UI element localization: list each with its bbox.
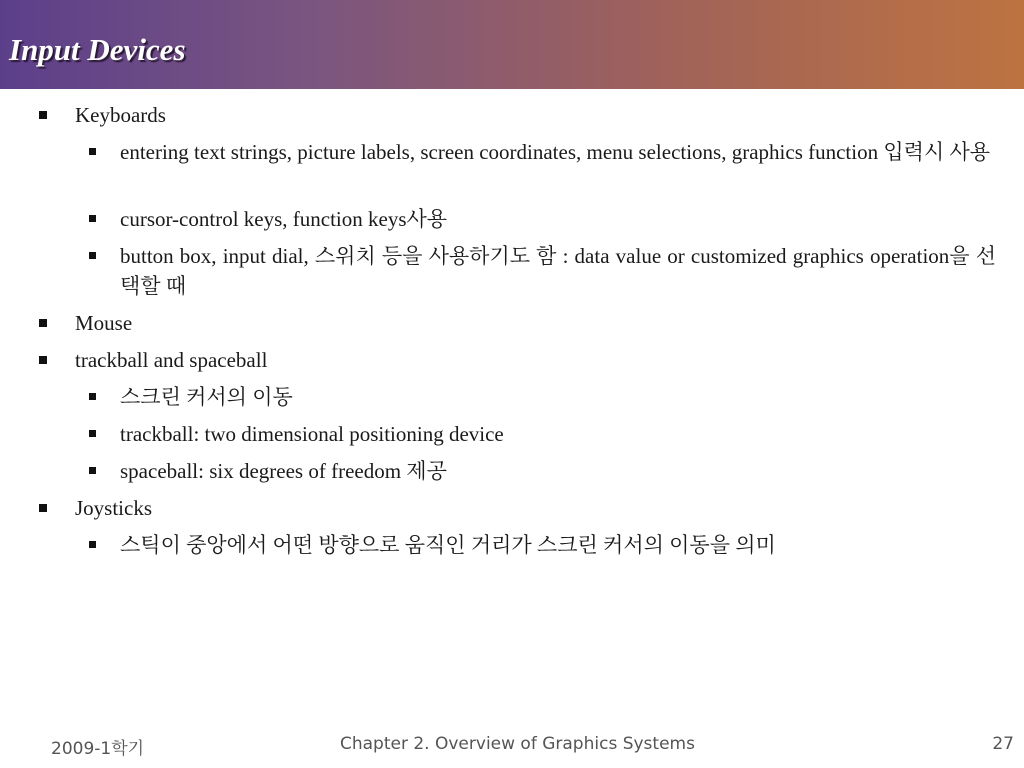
square-bullet-icon: [89, 541, 96, 548]
square-bullet-icon: [89, 252, 96, 259]
bullet-text: 스크린 커서의 이동: [120, 385, 293, 409]
square-bullet-icon: [89, 393, 96, 400]
bullet-text: trackball and spaceball: [75, 348, 268, 372]
slide-title: Input Devices: [9, 32, 186, 67]
footer-semester: 2009-1학기: [51, 739, 145, 759]
square-bullet-icon: [39, 504, 47, 512]
bullet-text: button box, input dial, 스위치 등을 사용하기도 함 : data value or customized graphics operation을 선택할 때: [120, 244, 996, 298]
bullet-text: Keyboards: [75, 103, 166, 127]
square-bullet-icon: [39, 356, 47, 364]
square-bullet-icon: [89, 467, 96, 474]
square-bullet-icon: [89, 148, 96, 155]
bullet-text: Mouse: [75, 311, 133, 335]
footer-chapter-title: Chapter 2. Overview of Graphics Systems: [340, 734, 695, 754]
title-bar: [0, 0, 1024, 89]
bullet-text: spaceball: six degrees of freedom 제공: [120, 459, 447, 483]
bullet-text: Joysticks: [75, 496, 153, 520]
square-bullet-icon: [39, 319, 47, 327]
bullet-text: entering text strings, picture labels, screen coordinates, menu selections, graphics function 입력시 사용: [120, 140, 991, 164]
square-bullet-icon: [39, 111, 47, 119]
bullet-text: 스틱이 중앙에서 어떤 방향으로 움직인 거리가 스크린 커서의 이동을 의미: [120, 533, 776, 557]
square-bullet-icon: [89, 215, 96, 222]
bullet-text: trackball: two dimensional positioning device: [120, 422, 504, 446]
bullet-text: cursor-control keys, function keys사용: [120, 207, 448, 231]
footer-page-number: 27: [992, 734, 1014, 754]
square-bullet-icon: [89, 430, 96, 437]
